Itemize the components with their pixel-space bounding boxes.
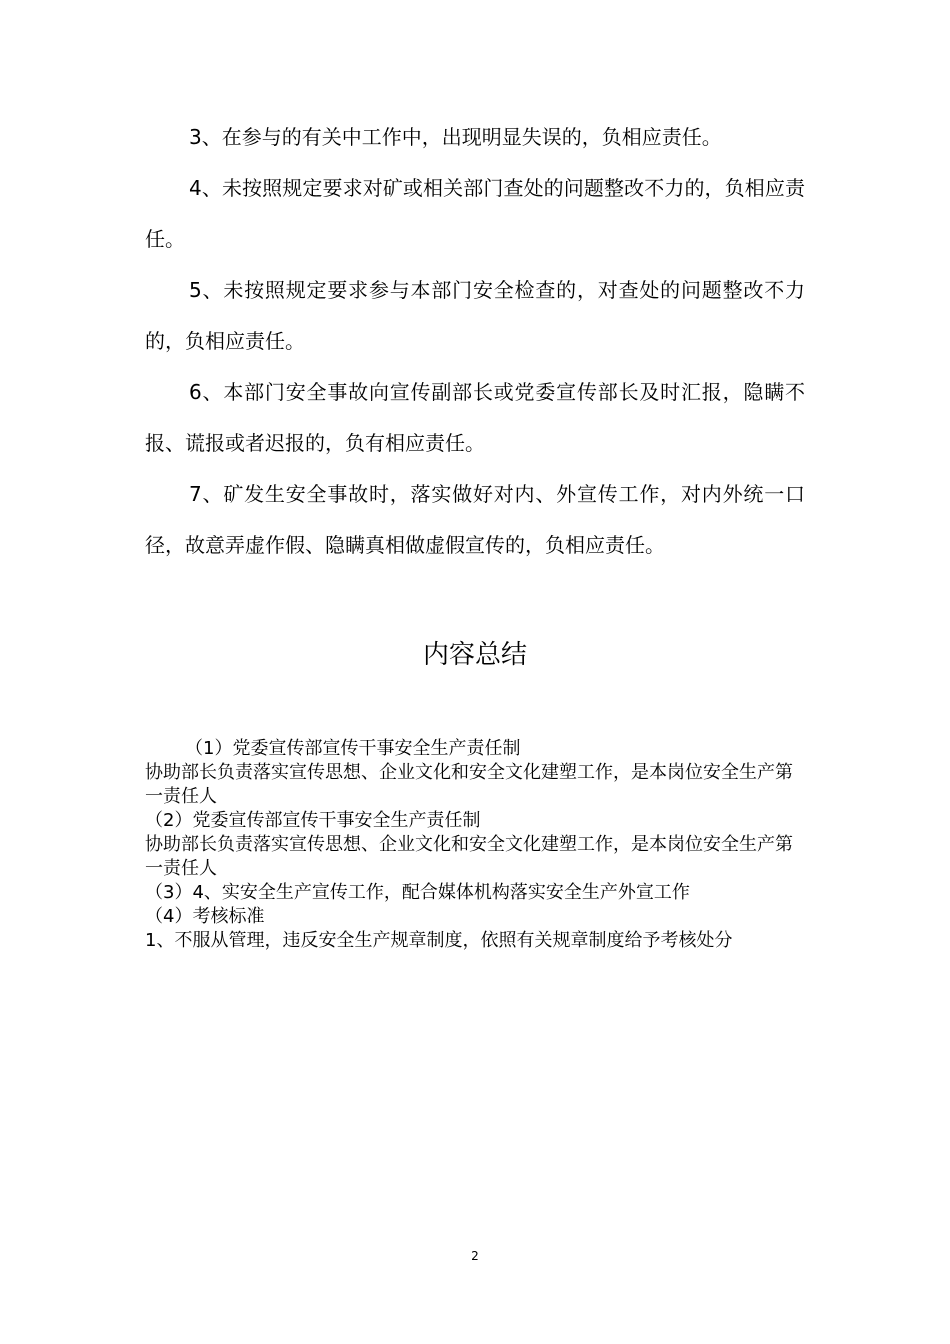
summary-title: 内容总结 [422,640,527,670]
summary-line: （4）考核标准 [145,906,265,927]
summary-line: （1）党委宣传部宣传干事安全生产责任制 [185,738,521,759]
page-number: 2 [471,1249,479,1263]
paragraph-item-7: 7、矿发生安全事故时，落实做好对内、外宣传工作，对内外统一口径，故意弄虚作假、隐瞒真相做虚假宣传的，负相应责任。 [145,482,805,557]
summary-line: （3）4、实安全生产宣传工作，配合媒体机构落实安全生产外宣工作 [145,882,690,903]
body-text [145,112,805,571]
summary-line: 协助部长负责落实宣传思想、企业文化和安全文化建塑工作，是本岗位安全生产第一责任人 [145,834,793,879]
paragraph-item-6: 6、本部门安全事故向宣传副部长或党委宣传部长及时汇报，隐瞒不报、谎报或者迟报的，负有相应责任。 [145,380,805,455]
summary-line: 1、不服从管理，违反安全生产规章制度，依照有关规章制度给予考核处分 [145,930,733,951]
paragraph-item-5: 5、未按照规定要求参与本部门安全检查的，对查处的问题整改不力的，负相应责任。 [145,278,805,353]
paragraph-item-4: 4、未按照规定要求对矿或相关部门查处的问题整改不力的，负相应责任。 [145,176,805,251]
paragraph-item-3: 3、在参与的有关中工作中，出现明显失误的，负相应责任。 [189,125,722,149]
summary-section [145,737,805,953]
summary-line: （2）党委宣传部宣传干事安全生产责任制 [145,810,481,831]
summary-line: 协助部长负责落实宣传思想、企业文化和安全文化建塑工作，是本岗位安全生产第一责任人 [145,762,793,807]
